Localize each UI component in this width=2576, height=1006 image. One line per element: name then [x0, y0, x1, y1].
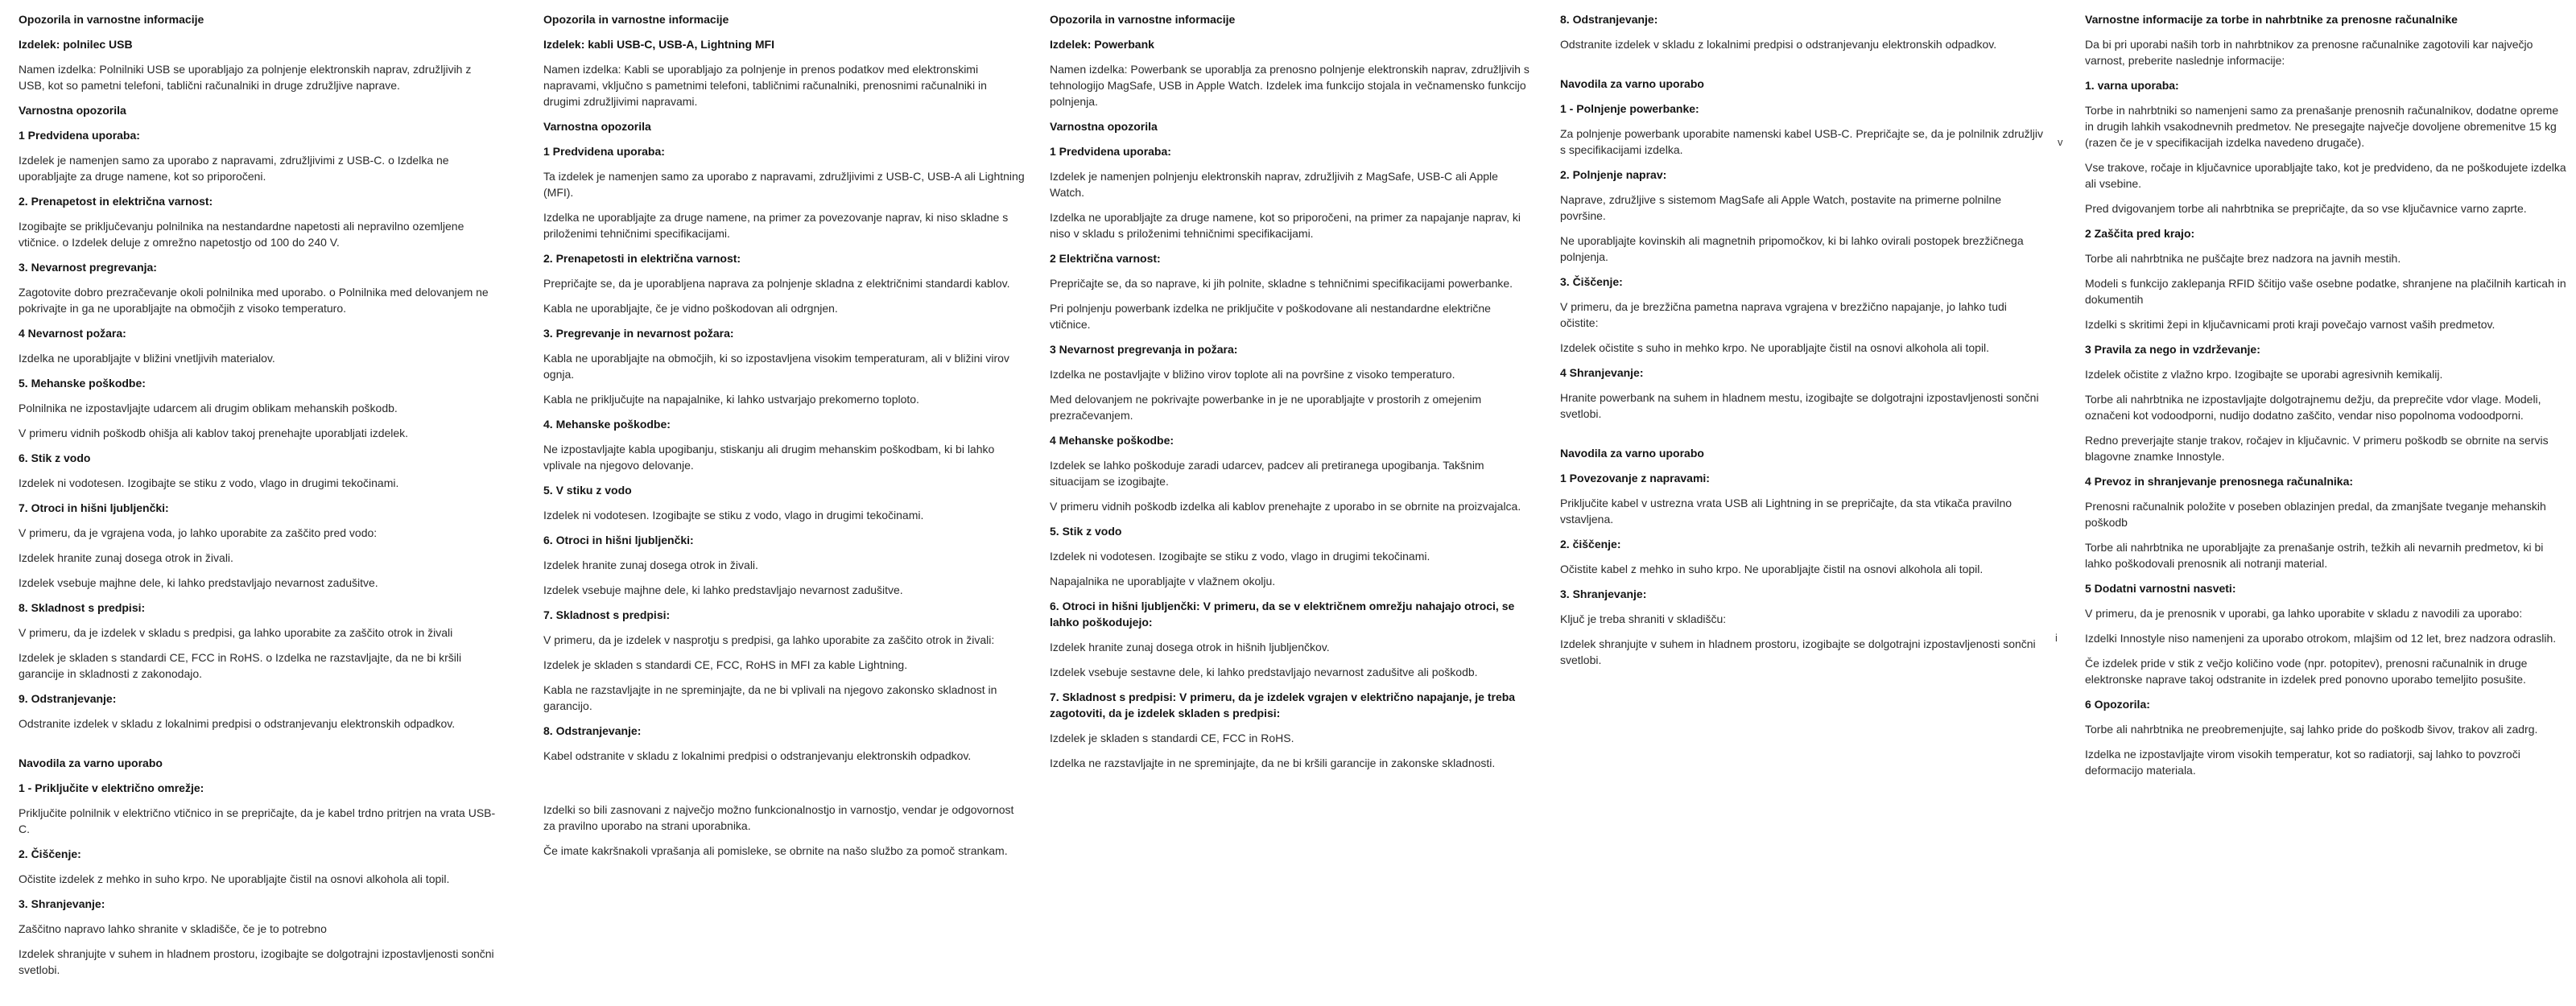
paragraph: Torbe ali nahrbtnika ne uporabljajte za prenašanje ostrih, težkih ali nevarnih predmetov, ki bi lahko poškodovali prenosnik ali notranji material. — [2085, 541, 2544, 570]
section-heading: Navodila za varno uporabo — [1560, 77, 1704, 90]
paragraph: V primeru vidnih poškodb izdelka ali kablov prenehajte z uporabo in se obrnite na proizvajalca. — [1050, 500, 1521, 513]
paragraph: Izdelek se lahko poškoduje zaradi udarcev, padcev ali pretiranega upogibanja. Takšnim situacijam se izogibajte. — [1050, 459, 1484, 488]
section-heading: 4 Prevoz in shranjevanje prenosnega računalnika: — [2085, 475, 2354, 488]
section-heading: 1 Povezovanje z napravami: — [1560, 472, 1710, 484]
section-heading: 3 Pravila za nego in vzdrževanje: — [2085, 343, 2260, 356]
paragraph: Izdelek shranjujte v suhem in hladnem prostoru, izogibajte se dolgotrajni izpostavljenosti sončni svetlobi. — [1560, 637, 2036, 666]
paragraph: Odstranite izdelek v skladu z lokalnimi predpisi o odstranjevanju elektronskih odpadkov. — [1560, 38, 1997, 51]
paragraph: Za polnjenje powerbank uporabite namenski kabel USB-C. Prepričajte se, da je polnilnik združljiv s specifikacijami izdelka. — [1560, 127, 2043, 156]
paragraph: Ne uporabljajte kovinskih ali magnetnih pripomočkov, ki bi lahko ovirali postopek brezžičnega polnjenja. — [1560, 234, 2024, 263]
paragraph: Izdelek hranite zunaj dosega otrok in živali. — [543, 559, 758, 571]
paragraph: Kabel odstranite v skladu z lokalnimi predpisi o odstranjevanju elektronskih odpadkov. — [543, 749, 972, 762]
column-spacer — [543, 787, 1026, 802]
paragraph: Izdelka ne postavljajte v bližino virov toplote ali na površine z visoko temperaturo. — [1050, 368, 1455, 381]
section-heading: 6. Stik z vodo — [19, 451, 91, 464]
text-column-powerbank — [1050, 11, 1533, 780]
section-heading: 1 Predvidena uporaba: — [19, 129, 140, 142]
paragraph: Izdelki Innostyle niso namenjeni za uporabo otrokom, mlajšim od 12 let, brez nadzora odraslih. — [2085, 632, 2557, 645]
paragraph: Ključ je treba shraniti v skladišču: — [1560, 612, 1727, 625]
paragraph: Prenosni računalnik položite v poseben oblazinjen predal, da zmanjšate tveganje mehanskih poškodb — [2085, 500, 2546, 529]
section-heading: 1 Predvidena uporaba: — [1050, 145, 1171, 158]
paragraph: Izdelek vsebuje sestavne dele, ki lahko predstavljajo nevarnost zadušitve ali poškodb. — [1050, 666, 1478, 678]
paragraph: Ne izpostavljajte kabla upogibanju, stiskanju ali drugim mehanskim poškodbam, ki bi lahko vplivale na njegovo delovanje. — [543, 443, 995, 472]
paragraph: Izdelki so bili zasnovani z največjo možno funkcionalnostjo in varnostjo, vendar je odgovornost za pravilno uporabo na strani uporabnika. — [543, 803, 1014, 832]
section-heading: 7. Otroci in hišni ljubljenčki: — [19, 501, 169, 514]
paragraph: Zagotovite dobro prezračevanje okoli polnilnika med uporabo. o Polnilnika med delovanjem ne pokrivajte in ga ne uporabljajte na območjih z visoko temperaturo. — [19, 286, 489, 315]
paragraph: Kabla ne uporabljajte, če je vidno poškodovan ali odrgnjen. — [543, 302, 838, 315]
section-heading: 9. Odstranjevanje: — [19, 692, 117, 705]
paragraph: Torbe ali nahrbtnika ne puščajte brez nadzora na javnih mestih. — [2085, 252, 2401, 265]
paragraph: Torbe ali nahrbtnika ne izpostavljajte dolgotrajnemu dežju, da preprečite vdor vlage. Modeli, označeni kot vodoodporni, nudijo dodatno zaščito, vendar niso popolnoma vodoodporni. — [2085, 393, 2541, 422]
section-heading: 2. čiščenje: — [1560, 538, 1621, 550]
section-heading: Varnostna opozorila — [19, 104, 126, 117]
paragraph: V primeru vidnih poškodb ohišja ali kablov takoj prenehajte uporabljati izdelek. — [19, 427, 409, 439]
section-heading: 2. Prenapetosti in električna varnost: — [543, 252, 741, 265]
paragraph: Med delovanjem ne pokrivajte powerbanke in je ne uporabljajte v prostorih z omejenim prezračevanjem. — [1050, 393, 1482, 422]
section-heading: 1. varna uporaba: — [2085, 79, 2179, 92]
text-column-powerbank-continued — [1560, 11, 2043, 677]
column-spacer — [1560, 431, 2043, 445]
section-heading: 4 Shranjevanje: — [1560, 366, 1644, 379]
section-heading: 2 Električna varnost: — [1050, 252, 1161, 265]
section-heading: 8. Odstranjevanje: — [543, 724, 642, 737]
paragraph: Zaščitno napravo lahko shranite v skladišče, če je to potrebno — [19, 922, 327, 935]
paragraph: Izdelek očistite z vlažno krpo. Izogibajte se uporabi agresivnih kemikalij. — [2085, 368, 2443, 381]
section-heading: 1 - Priključite v električno omrežje: — [19, 781, 204, 794]
paragraph: V primeru, da je izdelek v nasprotju s predpisi, ga lahko uporabite za zaščito otrok in živali: — [543, 633, 995, 646]
paragraph: Redno preverjajte stanje trakov, ročajev in ključavnic. V primeru poškodb se obrnite na servis blagovne znamke Innostyle. — [2085, 434, 2549, 463]
section-heading: 6 Opozorila: — [2085, 698, 2150, 711]
section-heading: 5. Mehanske poškodbe: — [19, 377, 146, 390]
section-heading: Opozorila in varnostne informacije — [19, 13, 204, 26]
paragraph: Izdelek je namenjen samo za uporabo z napravami, združljivimi z USB-C. o Izdelka ne uporabljajte za druge namene, kot so priporočeni. — [19, 154, 449, 183]
section-heading: 7. Skladnost s predpisi: — [543, 608, 671, 621]
paragraph: Izdelka ne izpostavljajte virom visokih temperatur, kot so radiatorji, saj lahko to povzroči deformacijo materiala. — [2085, 748, 2520, 777]
section-heading: 1 - Polnjenje powerbanke: — [1560, 102, 1699, 115]
column-spacer — [1560, 61, 2043, 76]
paragraph: Kabla ne uporabljajte na območjih, ki so izpostavljena visokim temperaturam, ali v bližini virov ognja. — [543, 352, 1009, 381]
paragraph: Izdelek hranite zunaj dosega otrok in živali. — [19, 551, 233, 564]
paragraph: Vse trakove, ročaje in ključavnice uporabljajte tako, kot je predvideno, da ne poškodujete izdelka ali vsebine. — [2085, 161, 2566, 190]
paragraph: Kabla ne priključujte na napajalnike, ki lahko ustvarjajo prekomerno toploto. — [543, 393, 919, 406]
section-heading: 5. Stik z vodo — [1050, 525, 1122, 538]
section-heading: Varnostna opozorila — [543, 120, 651, 133]
paragraph: V primeru, da je prenosnik v uporabi, ga lahko uporabite v skladu z navodili za uporabo: — [2085, 607, 2523, 620]
paragraph: Ta izdelek je namenjen samo za uporabo z napravami, združljivimi z USB-C, USB-A ali Lightning (MFI). — [543, 170, 1025, 199]
section-heading: 4 Nevarnost požara: — [19, 327, 126, 340]
section-heading: 3. Nevarnost pregrevanja: — [19, 261, 157, 274]
section-heading: Varnostne informacije za torbe in nahrbtnike za prenosne računalnike — [2085, 13, 2458, 26]
section-heading: 3. Shranjevanje: — [19, 897, 105, 910]
paragraph: Priključite kabel v ustrezna vrata USB ali Lightning in se prepričajte, da sta vtikača pravilno vstavljena. — [1560, 497, 2013, 526]
paragraph: V primeru, da je vgrajena voda, jo lahko uporabite za zaščito pred vodo: — [19, 526, 378, 539]
text-column-cables — [543, 11, 1026, 868]
section-heading: 4 Mehanske poškodbe: — [1050, 434, 1174, 447]
paragraph: Pri polnjenju powerbank izdelka ne priključite v poškodovane ali nestandardne električne vtičnice. — [1050, 302, 1491, 331]
section-heading: 7. Skladnost s predpisi: V primeru, da je izdelek vgrajen v električno napajanje, je treba zagotoviti, da je izdelek skladen s predpisi: — [1050, 691, 1516, 719]
paragraph: Da bi pri uporabi naših torb in nahrbtnikov za prenosne računalnike zagotovili kar največjo varnost, preberite naslednje informacije: — [2085, 38, 2533, 67]
paragraph: V primeru, da je brezžična pametna naprava vgrajena v brezžično napajanje, jo lahko tudi očistite: — [1560, 300, 2007, 329]
section-heading: 5. V stiku z vodo — [543, 484, 632, 497]
paragraph: Če imate kakršnakoli vprašanja ali pomisleke, se obrnite na našo službo za pomoč strankam. — [543, 844, 1008, 857]
paragraph: Torbe ali nahrbtnika ne preobremenjujte, saj lahko pride do poškodb šivov, trakov ali zadrg. — [2085, 723, 2538, 736]
section-heading: 2 Zaščita pred krajo: — [2085, 227, 2195, 240]
paragraph: Izdelek je skladen s standardi CE, FCC, RoHS in MFI za kable Lightning. — [543, 658, 908, 671]
column-spacer — [19, 740, 499, 755]
paragraph: Izogibajte se priključevanju polnilnika na nestandardne napetosti ali nepravilno ozemljene vtičnice. o Izdelek deluje z omrežno napetostjo od 100 do 240 V. — [19, 220, 464, 249]
paragraph: Izdelka ne uporabljajte za druge namene, kot so priporočeni, na primer za napajanje naprav, ki niso v skladu s priloženimi tehničnimi specifikacijami. — [1050, 211, 1521, 240]
text-column-laptop-bags — [2085, 11, 2568, 787]
paragraph: Namen izdelka: Polnilniki USB se uporabljajo za polnjenje elektronskih naprav, združljivih z USB, kot so pametni telefoni, tablični računalniki in druge združljive naprave. — [19, 63, 472, 92]
section-heading: Izdelek: polnilec USB — [19, 38, 133, 51]
section-heading: Navodila za varno uporabo — [19, 757, 163, 769]
section-heading: Navodila za varno uporabo — [1560, 447, 1704, 460]
section-heading: 5 Dodatni varnostni nasveti: — [2085, 582, 2236, 595]
paragraph: Očistite izdelek z mehko in suho krpo. Ne uporabljajte čistil na osnovi alkohola ali topil. — [19, 872, 450, 885]
paragraph: Hranite powerbank na suhem in hladnem mestu, izogibajte se dolgotrajni izpostavljenosti sončni svetlobi. — [1560, 391, 2039, 420]
section-heading: 8. Odstranjevanje: — [1560, 13, 1658, 26]
paragraph: Izdelek je skladen s standardi CE, FCC in RoHS. o Izdelka ne razstavljajte, da ne bi kršili garancije in skladnosti z zakonodajo. — [19, 651, 462, 680]
paragraph: Izdelek ni vodotesen. Izogibajte se stiku z vodo, vlago in drugimi tekočinami. — [19, 476, 399, 489]
section-heading: 4. Mehanske poškodbe: — [543, 418, 671, 431]
paragraph: Pred dvigovanjem torbe ali nahrbtnika se prepričajte, da so vse ključavnice varno zaprte. — [2085, 202, 2527, 215]
paragraph: Namen izdelka: Kabli se uporabljajo za polnjenje in prenos podatkov med elektronskimi napravami, vključno s pametnimi telefoni, tabličnimi računalniki, prenosnimi računalniki in drugimi združljivimi napravami. — [543, 63, 987, 108]
section-heading: Izdelek: Powerbank — [1050, 38, 1154, 51]
paragraph: Napajalnika ne uporabljajte v vlažnem okolju. — [1050, 575, 1276, 588]
paragraph: Če izdelek pride v stik z večjo količino vode (npr. potopitev), prenosni računalnik in druge elektronske naprave takoj odstranite in izdelek pred ponovno uporabo temeljito posušite. — [2085, 657, 2528, 686]
section-heading: 3. Pregrevanje in nevarnost požara: — [543, 327, 734, 340]
paragraph: Izdelek ni vodotesen. Izogibajte se stiku z vodo, vlago in drugimi tekočinami. — [543, 509, 924, 522]
section-heading: Izdelek: kabli USB-C, USB-A, Lightning MFI — [543, 38, 774, 51]
section-heading: 2. Prenapetost in električna varnost: — [19, 195, 213, 208]
section-heading: 6. Otroci in hišni ljubljenčki: — [543, 534, 694, 546]
paragraph: Izdelka ne uporabljajte v bližini vnetljivih materialov. — [19, 352, 275, 365]
section-heading: 6. Otroci in hišni ljubljenčki: V primeru, da se v električnem omrežju nahajajo otroci, se lahko poškodujejo: — [1050, 600, 1515, 629]
paragraph: Priključite polnilnik v električno vtičnico in se prepričajte, da je kabel trdno pritrjen na vrata USB-C. — [19, 806, 496, 835]
paragraph: Očistite kabel z mehko in suho krpo. Ne uporabljajte čistil na osnovi alkohola ali topil. — [1560, 563, 1984, 575]
paragraph: Izdelek vsebuje majhne dele, ki lahko predstavljajo nevarnost zadušitve. — [543, 583, 903, 596]
section-heading: 3. Čiščenje: — [1560, 275, 1623, 288]
paragraph: V primeru, da je izdelek v skladu s predpisi, ga lahko uporabite za zaščito otrok in živali — [19, 626, 453, 639]
paragraph: Izdelek ni vodotesen. Izogibajte se stiku z vodo, vlago in drugimi tekočinami. — [1050, 550, 1430, 563]
paragraph: Izdelek vsebuje majhne dele, ki lahko predstavljajo nevarnost zadušitve. — [19, 576, 378, 589]
section-heading: 8. Skladnost s predpisi: — [19, 601, 146, 614]
paragraph: Modeli s funkcijo zaklepanja RFID ščitijo vaše osebne podatke, shranjene na plačilnih karticah in dokumentih — [2085, 277, 2566, 306]
section-heading: Opozorila in varnostne informacije — [543, 13, 729, 26]
paragraph: Izdelek očistite s suho in mehko krpo. Ne uporabljajte čistil na osnovi alkohola ali topil. — [1560, 341, 1990, 354]
paragraph: Izdelek je namenjen polnjenju elektronskih naprav, združljivih z MagSafe, USB-C ali Apple Watch. — [1050, 170, 1498, 199]
paragraph: Izdelek je skladen s standardi CE, FCC in RoHS. — [1050, 732, 1294, 744]
paragraph: Torbe in nahrbtniki so namenjeni samo za prenašanje prenosnih računalnikov, dodatne opreme in drugih lahkih vsakodnevnih predmetov. Ne presegajte največje dovoljene obremenitve 15 kg (razen če je v specifikacijah izdelka navedeno drugače). — [2085, 104, 2559, 149]
text-column-usb-charger — [19, 11, 499, 987]
section-heading: 2. Polnjenje naprav: — [1560, 168, 1667, 181]
paragraph: Izdelka ne uporabljajte za druge namene, na primer za povezovanje naprav, ki niso skladne s priloženimi tehničnimi specifikacijami. — [543, 211, 1009, 240]
paragraph: Namen izdelka: Powerbank se uporablja za prenosno polnjenje elektronskih naprav, združljivih s tehnologijo MagSafe, USB in Apple Watch. Izdelek ima funkcijo stojala in večnamensko funkcijo polnjenja. — [1050, 63, 1530, 108]
section-heading: 1 Predvidena uporaba: — [543, 145, 665, 158]
paragraph: Izdelka ne razstavljajte in ne spreminjajte, da ne bi kršili garancije in zakonske skladnosti. — [1050, 757, 1496, 769]
paragraph: Odstranite izdelek v skladu z lokalnimi predpisi o odstranjevanju elektronskih odpadkov. — [19, 717, 456, 730]
section-heading: Opozorila in varnostne informacije — [1050, 13, 1236, 26]
section-heading: 3. Shranjevanje: — [1560, 588, 1647, 600]
paragraph: Prepričajte se, da je uporabljena naprava za polnjenje skladna z električnimi standardi kablov. — [543, 277, 1010, 290]
section-heading: Varnostna opozorila — [1050, 120, 1158, 133]
paragraph: Polnilnika ne izpostavljajte udarcem ali drugim oblikam mehanskih poškodb. — [19, 402, 398, 414]
stray-mark: i — [2055, 632, 2058, 644]
paragraph: Naprave, združljive s sistemom MagSafe ali Apple Watch, postavite na primerne polnilne površine. — [1560, 193, 2002, 222]
paragraph: Kabla ne razstavljajte in ne spreminjajte, da ne bi vplivali na njegovo zakonsko skladnost in garancijo. — [543, 683, 997, 712]
stray-mark: v — [2058, 136, 2063, 148]
paragraph: Prepričajte se, da so naprave, ki jih polnite, skladne s tehničnimi specifikacijami powerbanke. — [1050, 277, 1513, 290]
section-heading: 3 Nevarnost pregrevanja in požara: — [1050, 343, 1238, 356]
section-heading: 2. Čiščenje: — [19, 847, 81, 860]
column-spacer — [543, 773, 1026, 787]
paragraph: Izdelek shranjujte v suhem in hladnem prostoru, izogibajte se dolgotrajni izpostavljenosti sončni svetlobi. — [19, 947, 494, 976]
paragraph: Izdelki s skritimi žepi in ključavnicami proti kraji povečajo varnost vaših predmetov. — [2085, 318, 2496, 331]
paragraph: Izdelek hranite zunaj dosega otrok in hišnih ljubljenčkov. — [1050, 641, 1330, 653]
